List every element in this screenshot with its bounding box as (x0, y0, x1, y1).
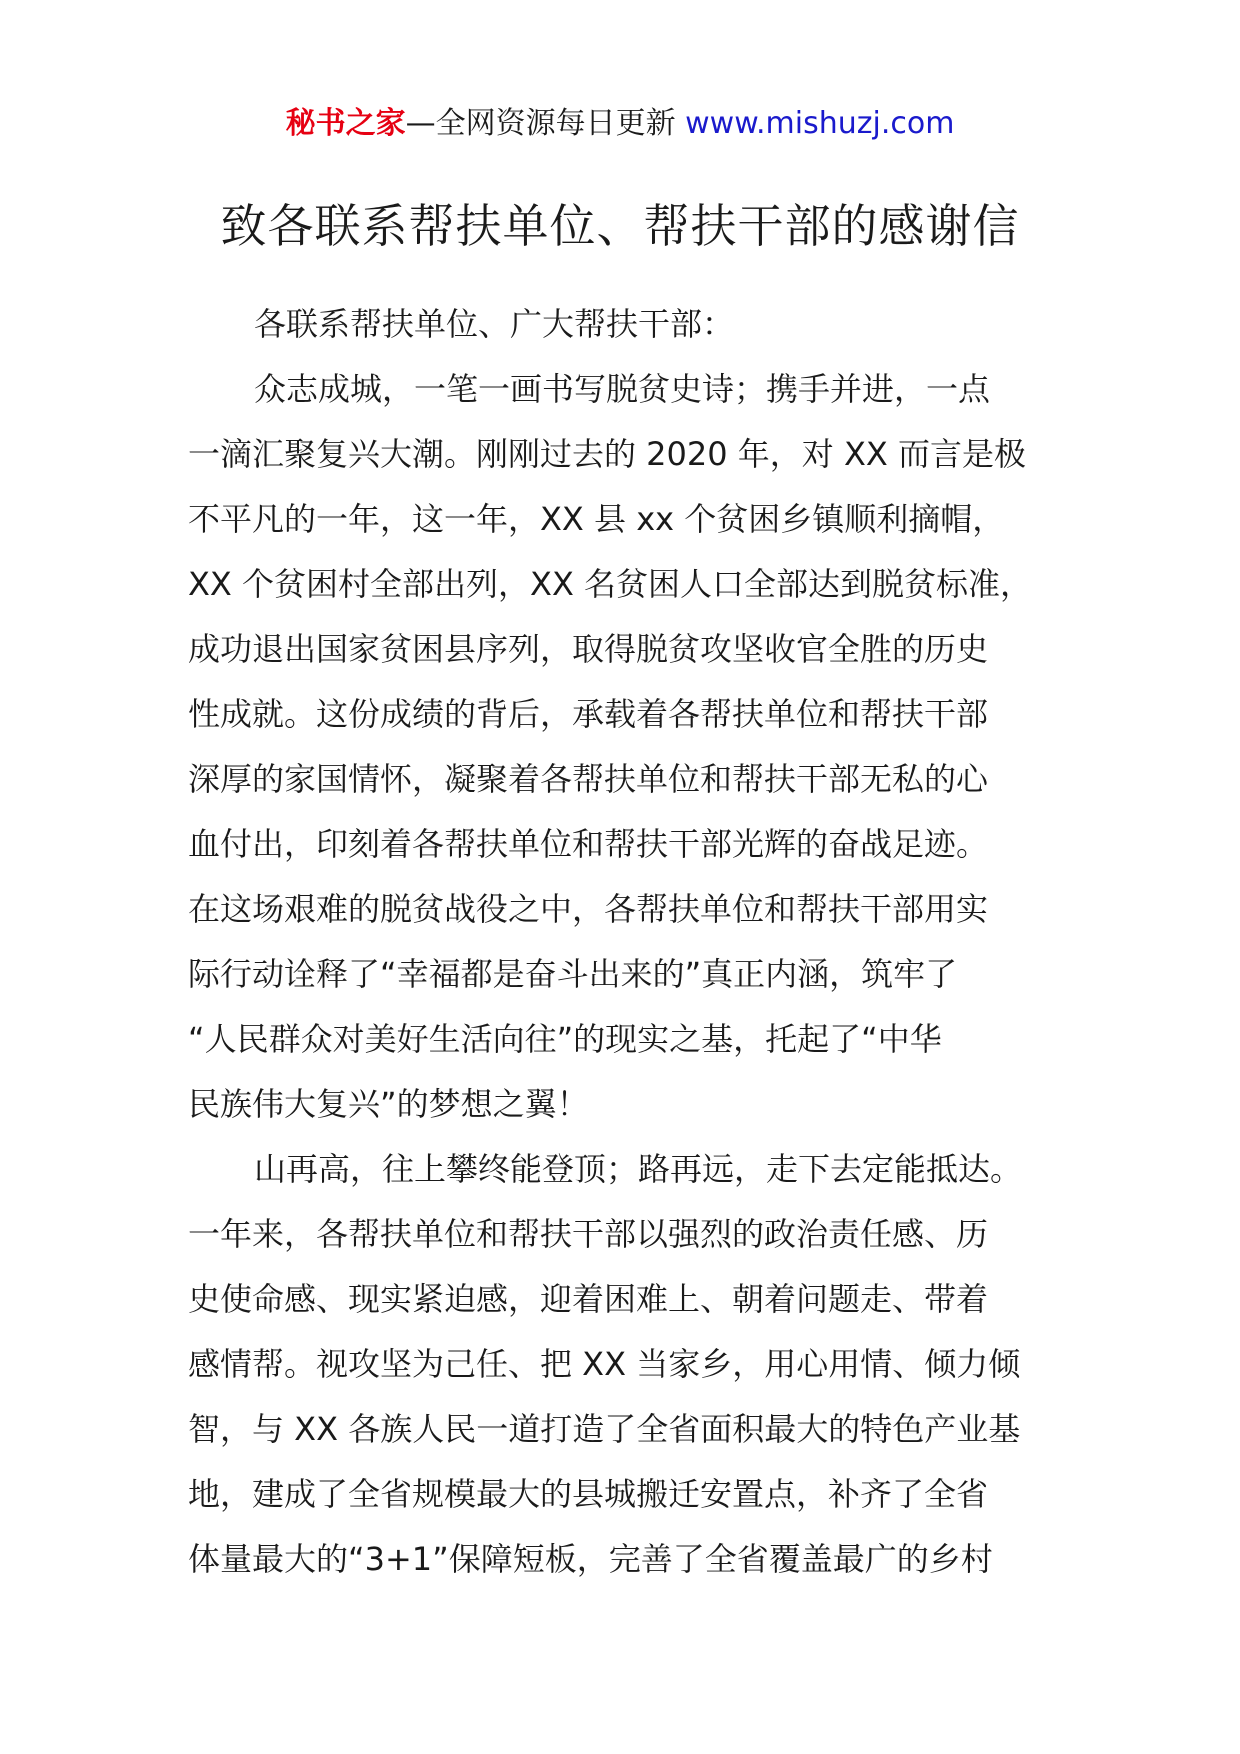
paragraph-line: 一滴汇聚复兴大潮。刚刚过去的 2020 年，对 XX 而言是极 (188, 435, 1026, 473)
paragraph-line: XX 个贫困村全部出列，XX 名贫困人口全部达到脱贫标准， (188, 565, 1033, 603)
paragraph-line: 成功退出国家贫困县序列，取得脱贫攻坚收官全胜的历史 (188, 630, 989, 668)
paragraph-line: “人民群众对美好生活向往”的现实之基，托起了“中华 (188, 1020, 942, 1058)
paragraph-line: 山再高，往上攀终能登顶；路再远，走下去定能抵达。 (254, 1150, 1023, 1188)
paragraph-line: 血付出，印刻着各帮扶单位和帮扶干部光辉的奋战足迹。 (188, 825, 989, 863)
document-body (188, 292, 1058, 1592)
paragraph-line: 感情帮。视攻坚为己任、把 XX 当家乡，用心用情、倾力倾 (188, 1345, 1021, 1383)
paragraph-line: 际行动诠释了“幸福都是奋斗出来的”真正内涵，筑牢了 (188, 955, 958, 993)
site-header (0, 104, 1240, 144)
paragraph-line: 体量最大的“3+1”保障短板，完善了全省覆盖最广的乡村 (188, 1540, 993, 1578)
paragraph-line: 不平凡的一年，这一年，XX 县 xx 个贫困乡镇顺利摘帽， (188, 500, 1005, 538)
paragraph-line: 一年来，各帮扶单位和帮扶干部以强烈的政治责任感、历 (188, 1215, 989, 1253)
brand-name: 秘书之家 (285, 106, 406, 141)
document-title: 致各联系帮扶单位、帮扶干部的感谢信 (220, 199, 1020, 253)
paragraph-line: 智，与 XX 各族人民一道打造了全省面积最大的特色产业基 (188, 1410, 1021, 1448)
salutation-line: 各联系帮扶单位、广大帮扶干部： (254, 305, 735, 343)
paragraph-line: 民族伟大复兴”的梦想之翼！ (188, 1085, 589, 1123)
paragraph-line: 性成就。这份成绩的背后，承载着各帮扶单位和帮扶干部 (188, 695, 989, 733)
paragraph-line: 在这场艰难的脱贫战役之中，各帮扶单位和帮扶干部用实 (188, 890, 989, 928)
header-tagline: —全网资源每日更新 (405, 106, 686, 141)
site-url-link[interactable]: www.mishuzj.com (685, 106, 955, 141)
paragraph-line: 众志成城，一笔一画书写脱贫史诗；携手并进，一点 (254, 370, 991, 408)
paragraph-line: 地，建成了全省规模最大的县城搬迁安置点，补齐了全省 (188, 1475, 989, 1513)
paragraph-line: 史使命感、现实紧迫感，迎着困难上、朝着问题走、带着 (188, 1280, 989, 1318)
paragraph-line: 深厚的家国情怀，凝聚着各帮扶单位和帮扶干部无私的心 (188, 760, 989, 798)
